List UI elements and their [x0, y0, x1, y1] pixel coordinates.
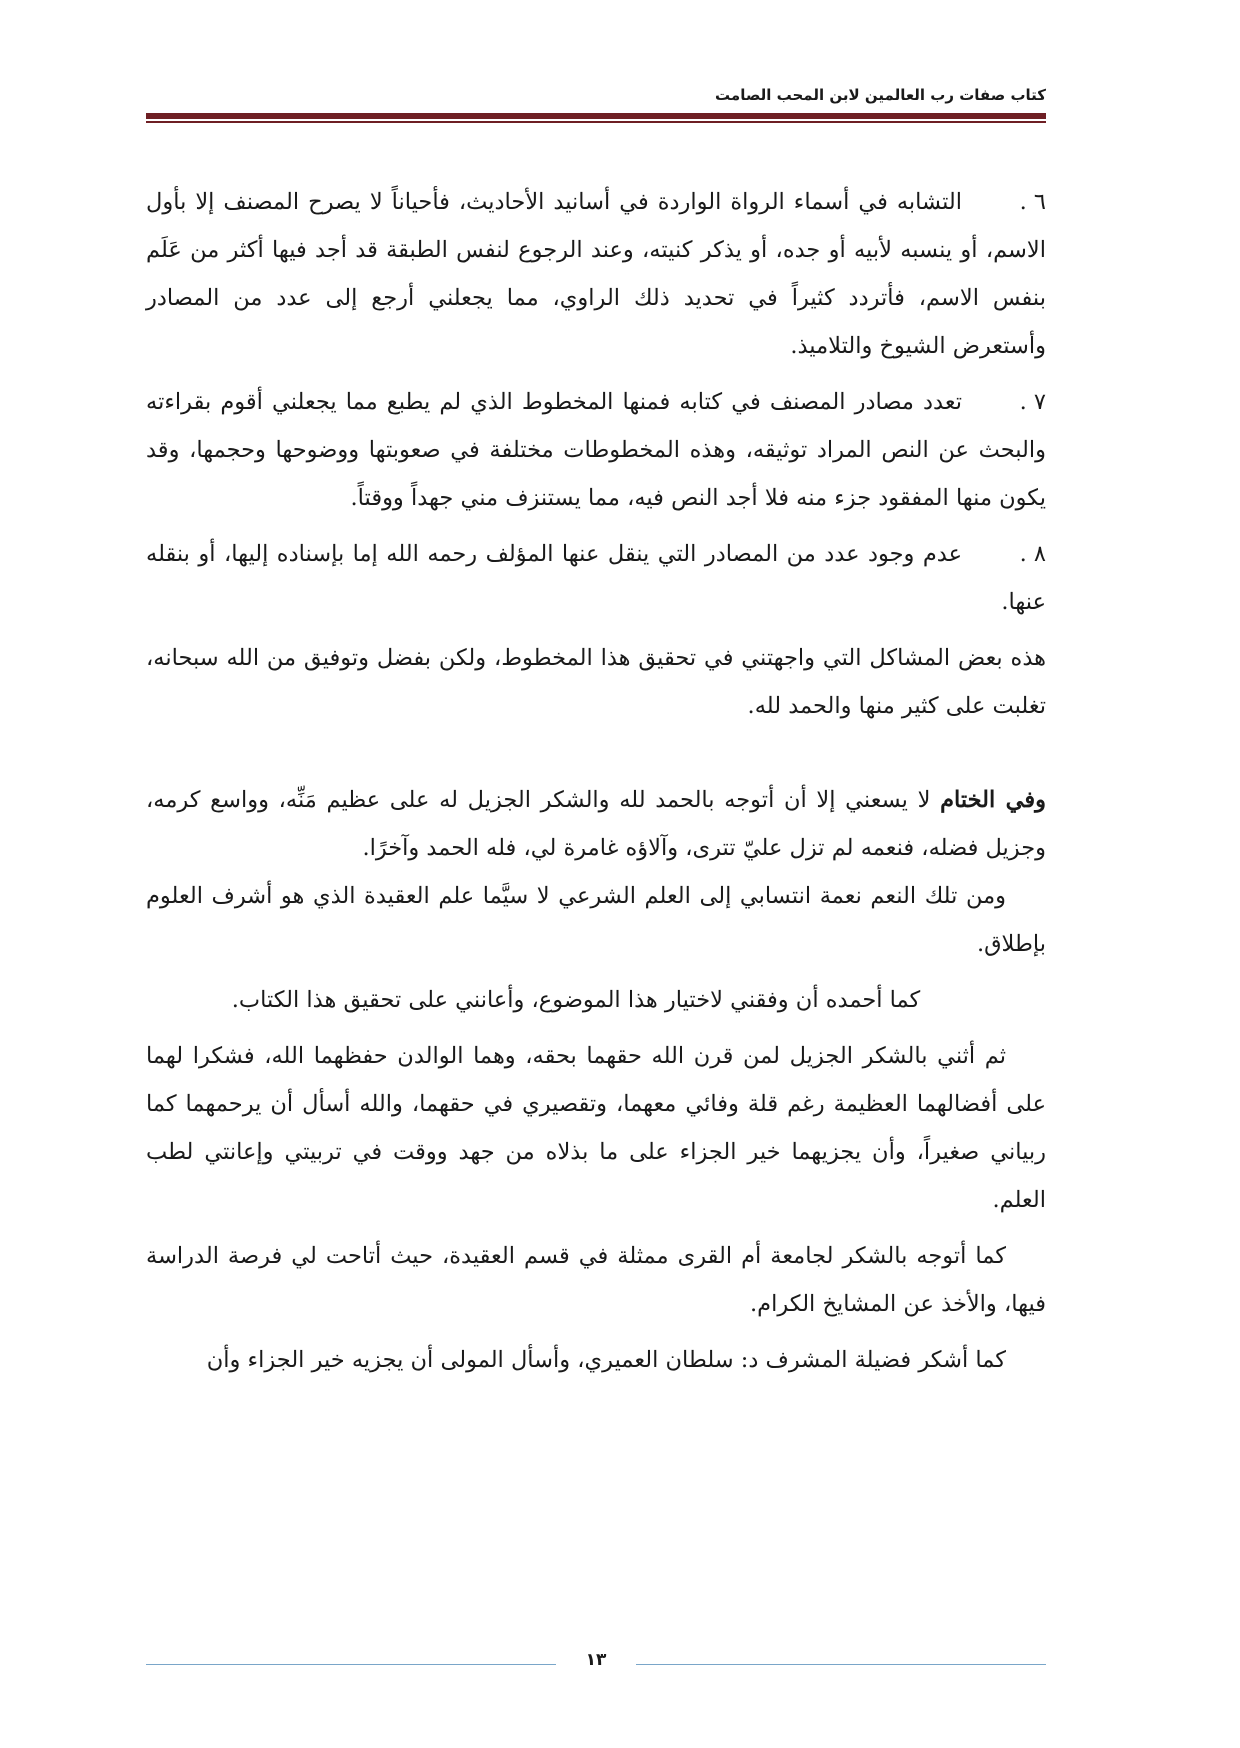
- item-text: تعدد مصادر المصنف في كتابه فمنها المخطوط الذي لم يطبع مما يجعلني أقوم بقراءته والبحث عن النص المراد توثيقه، وهذه المخطوطات مختلفة في صعوبتها ووضوحها وحجمها، وقد يكون منها المفقود جزء منه فلا أجد النص فيه، مما يستنزف مني جهداً ووقتاً.: [146, 389, 1046, 511]
- item-text: التشابه في أسماء الرواة الواردة في أسانيد الأحاديث، فأحياناً لا يصرح المصنف إلا بأول الاسم، أو ينسبه لأبيه أو جده، أو يذكر كنيته، وعند الرجوع لنفس الطبقة قد أجد فيها أكثر من عَلَم بنفس الاسم، فأتردد كثيراً في تحديد ذلك الراوي، مما يجعلني أرجع إلى عدد من المصادر وأستعرض الشيوخ والتلاميذ.: [146, 189, 1046, 359]
- item-text: عدم وجود عدد من المصادر التي ينقل عنها المؤلف رحمه الله إما بإسناده إليها، أو بنقله عنها.: [146, 541, 1046, 615]
- paragraph-praise: كما أحمده أن وفقني لاختيار هذا الموضوع، وأعانني على تحقيق هذا الكتاب.: [231, 987, 921, 1013]
- closing-paragraph: [146, 776, 1046, 872]
- summary-paragraph: هذه بعض المشاكل التي واجهتني في تحقيق هذا المخطوط، ولكن بفضل وتوفيق من الله سبحانه، تغلبت على كثير منها والحمد لله.: [146, 645, 1046, 719]
- page-footer: [146, 1646, 1046, 1686]
- item-number: ٨ .: [1019, 541, 1046, 567]
- book-title: كتاب صفات رب العالمين لابن المحب الصامت: [715, 86, 1046, 104]
- closing-text: لا يسعني إلا أن أتوجه بالحمد لله والشكر الجزيل له على عظيم مَنِّه، وواسع كرمه، وجزيل فضله، فنعمه لم تزل عليّ تترى، وآلاؤه غامرة لي، فله الحمد وآخرًا.: [146, 787, 1046, 861]
- numbered-item-7: [146, 378, 1046, 522]
- numbered-item-8: [146, 530, 1046, 626]
- paragraph-university: كما أتوجه بالشكر لجامعة أم القرى ممثلة في قسم العقيدة، حيث أتاحت لي فرصة الدراسة فيها، والأخذ عن المشايخ الكرام.: [146, 1243, 1046, 1317]
- header-rule-thick: [146, 113, 1046, 119]
- closing-lead: وفي الختام: [940, 787, 1046, 813]
- paragraph-parents: ثم أثني بالشكر الجزيل لمن قرن الله حقهما بحقه، وهما الوالدن حفظهما الله، فشكرا لهما على أفضالهما العظيمة رغم قلة وفائي معهما، وتقصيري في حقهما، والله أسأل أن يرحمهما كما ربياني صغيراً، وأن يجزيهما خير الجزاء على ما بذلاه من جهد ووقت في تربيتي وإعانتي لطب العلم.: [146, 1043, 1046, 1213]
- page-content: [146, 178, 1046, 1384]
- item-number: ٦ .: [1019, 189, 1046, 215]
- page-number: ١٣: [585, 1650, 607, 1670]
- paragraph-supervisor: كما أشكر فضيلة المشرف د: سلطان العميري، وأسأل المولى أن يجزيه خير الجزاء وأن: [206, 1347, 1006, 1373]
- item-number: ٧ .: [1019, 389, 1046, 415]
- paragraph-blessings: ومن تلك النعم نعمة انتسابي إلى العلم الشرعي لا سيَّما علم العقيدة الذي هو أشرف العلوم بإطلاق.: [146, 883, 1046, 957]
- header-rule-thin: [146, 121, 1046, 123]
- page-header: [146, 78, 1046, 116]
- numbered-item-6: [146, 178, 1046, 370]
